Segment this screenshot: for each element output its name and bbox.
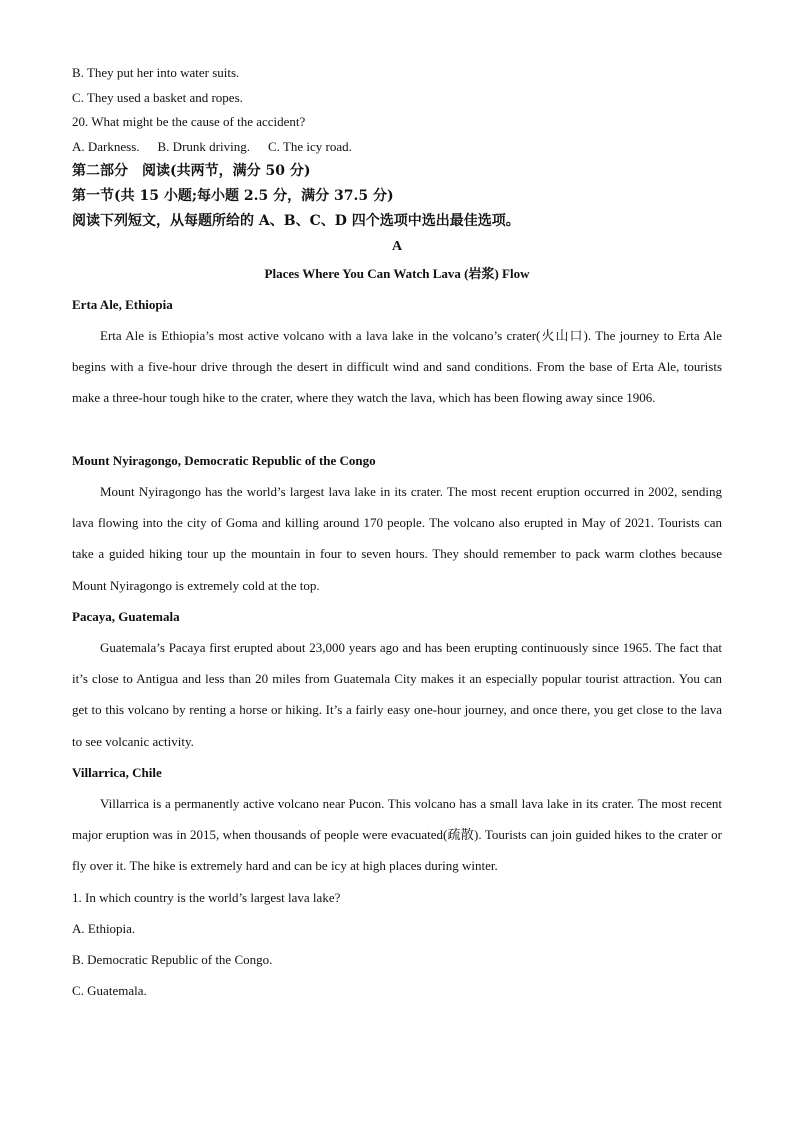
question-1-option-a: A. Ethiopia. xyxy=(72,921,136,936)
section-one-header: 第一节(共 15 小题;每小题 2.5 分，满分 37.5 分) xyxy=(72,188,394,204)
question-1-stem: 1. In which country is the world’s largest lava lake? xyxy=(72,890,341,905)
passage-label: A xyxy=(391,239,403,254)
section-body-pacaya: Guatemala’s Pacaya first erupted about 23,000 years ago and has been erupting continuously since 1965. The fact that it’s close to Antigua and less than 20 miles from Guatemala City makes it an especially popular tourist attraction. You can get to this volcano by renting a horse or hiking. It’s a fairly easy one-hour journey, and once there, you get close to the lava to see volcanic activity. xyxy=(72,640,722,749)
passage-title: Places Where You Can Watch Lava (岩浆) Flow xyxy=(264,266,530,281)
question-1-option-c: C. Guatemala. xyxy=(72,983,147,998)
instruction-text: 阅读下列短文，从每题所给的 A、B、C、D 四个选项中选出最佳选项。 xyxy=(72,213,520,229)
part-two-header: 第二部分 阅读(共两节，满分 50 分) xyxy=(72,163,311,179)
q20-option-c: C. The icy road. xyxy=(267,139,352,154)
section-heading-erta-ale: Erta Ale, Ethiopia xyxy=(72,297,173,312)
question-1-option-b: B. Democratic Republic of the Congo. xyxy=(72,952,273,967)
section-body-nyiragongo: Mount Nyiragongo has the world’s largest lava lake in its crater. The most recent eruption occurred in 2002, sending lava flowing into the city of Goma and killing around 170 people. The volcano also erupted in May of 2021. Tourists can take a guided hiking tour up the mountain in four to seven hours. They should remember to pack warm clothes because Mount Nyiragongo is extremely cold at the top. xyxy=(72,484,722,593)
q19-option-b: B. They put her into water suits. xyxy=(72,65,240,80)
section-body-erta-ale: Erta Ale is Ethiopia’s most active volcano with a lava lake in the volcano’s crater(火山口). The journey to Erta Ale begins with a five-hour drive through the desert in difficult wind and sand conditions. From the base of Erta Ale, tourists make a three-hour tough hike to the crater, where they watch the lava, which has been flowing away since 1906. xyxy=(72,328,722,406)
q20-option-a: A. Darkness. xyxy=(72,139,140,154)
q19-option-c: C. They used a basket and ropes. xyxy=(72,90,243,105)
q20-options xyxy=(72,139,352,155)
q20-question: 20. What might be the cause of the accident? xyxy=(72,114,306,129)
section-heading-villarrica: Villarrica, Chile xyxy=(72,765,162,780)
section-heading-nyiragongo: Mount Nyiragongo, Democratic Republic of the Congo xyxy=(72,453,376,468)
q20-option-b: B. Drunk driving. xyxy=(157,139,250,154)
section-heading-pacaya: Pacaya, Guatemala xyxy=(72,609,180,624)
section-body-villarrica: Villarrica is a permanently active volcano near Pucon. This volcano has a small lava lake in its crater. The most recent major eruption was in 2015, when thousands of people were evacuated(疏散). Tourists can join guided hikes to the crater or fly over it. The hike is extremely hard and can be icy at high places during winter. xyxy=(72,796,722,874)
